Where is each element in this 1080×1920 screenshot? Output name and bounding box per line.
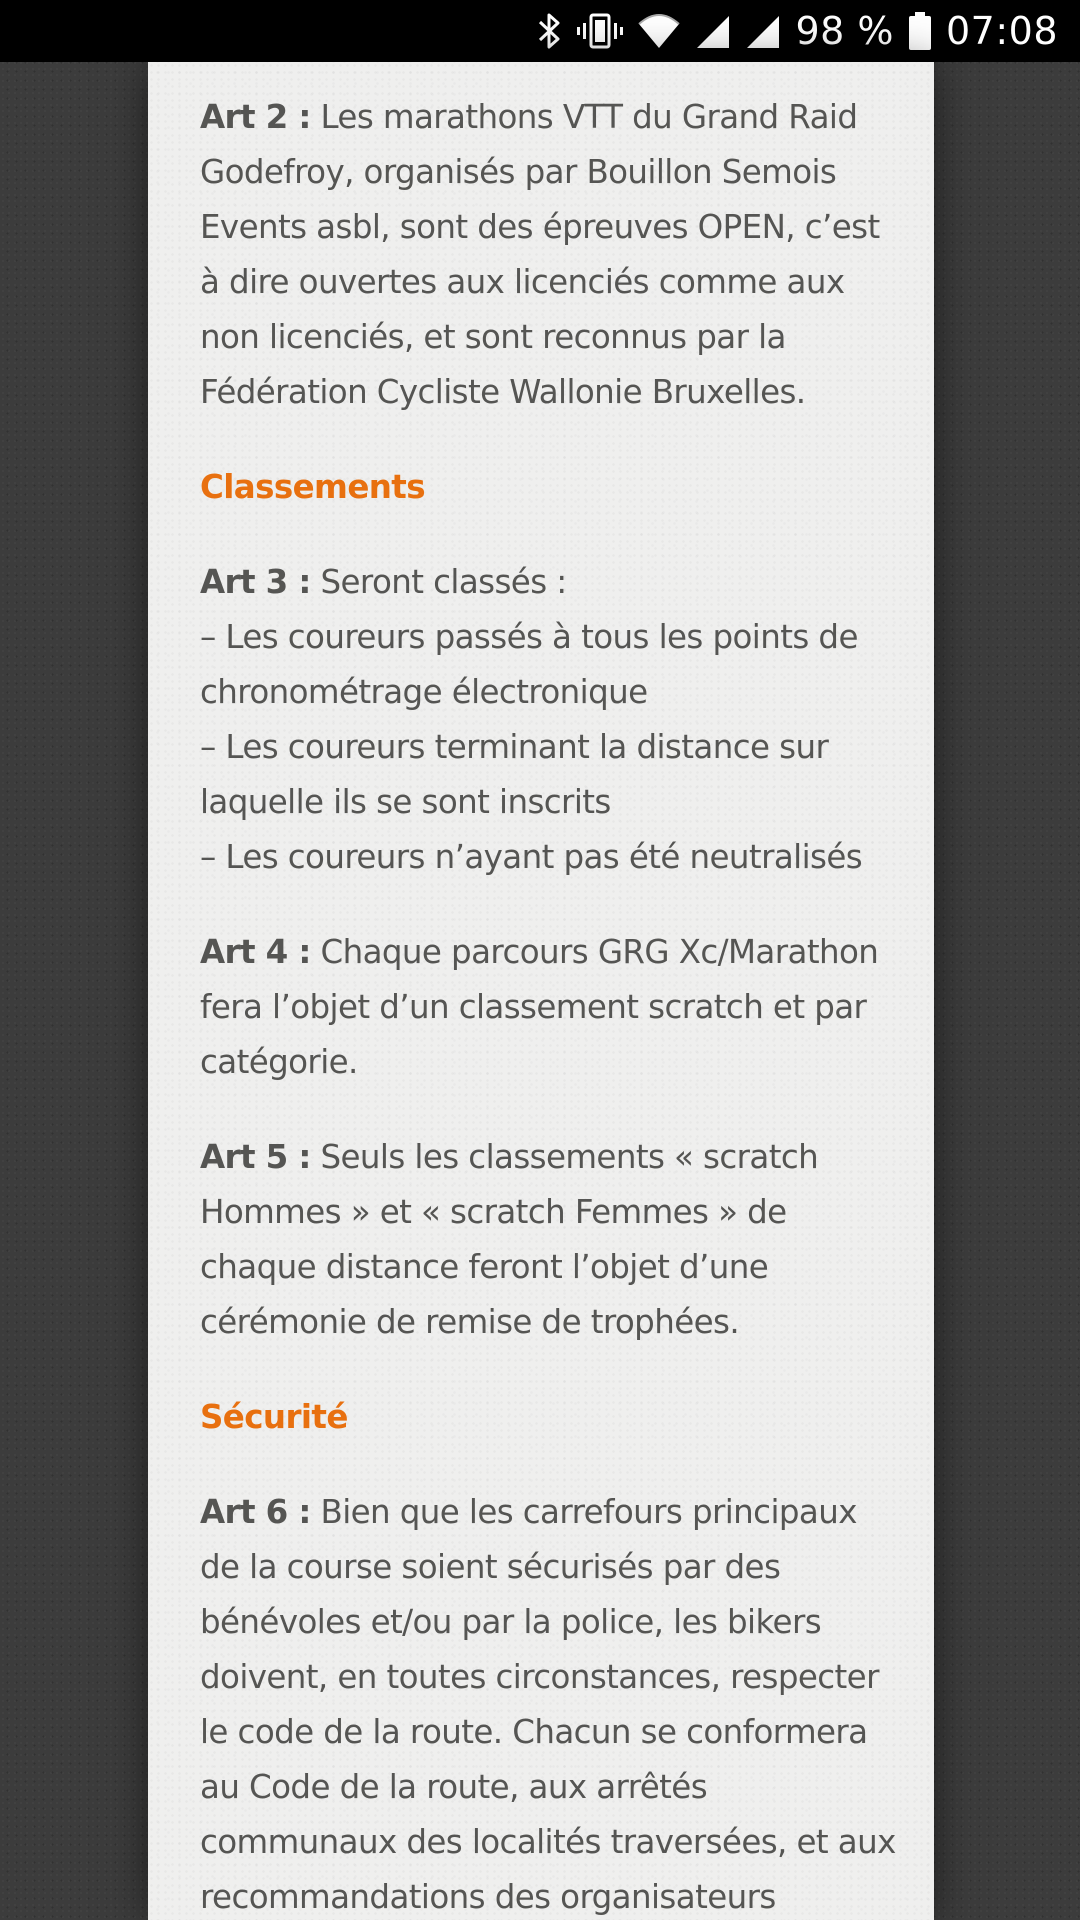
article-text: Seront classés :	[310, 563, 567, 601]
article-text: Seuls les classements « scratch Hommes » et « scratch Femmes » de chaque distance feront l’objet d’une cérémonie de remise de trophées.	[200, 1138, 819, 1341]
section-heading-classements: Classements	[200, 468, 425, 506]
clock: 07:08	[945, 9, 1058, 53]
article-body	[200, 90, 900, 1920]
wifi-icon	[637, 11, 681, 51]
article-art2	[200, 90, 900, 420]
section-heading-securite: Sécurité	[200, 1398, 348, 1436]
article-label: Art 6 :	[200, 1493, 311, 1531]
article-text: Les marathons VTT du Grand Raid Godefroy, organisés par Bouillon Semois Events asbl, sont des épreuves OPEN, c’est à dire ouvertes aux licenciés comme aux non licenciés, et sont reconnus par la Fédération Cycliste Wallonie Bruxelles.	[200, 98, 880, 411]
page-content-card	[148, 62, 934, 1920]
article-label: Art 4 :	[200, 933, 311, 971]
list-item: – Les coureurs terminant la distance sur laquelle ils se sont inscrits	[200, 728, 829, 821]
signal-icon	[745, 11, 781, 51]
bluetooth-icon	[537, 11, 563, 51]
battery-percentage: 98 %	[795, 9, 894, 53]
article-art3	[200, 555, 900, 885]
list-item: – Les coureurs n’ayant pas été neutralisés	[200, 838, 863, 876]
signal-icon	[695, 11, 731, 51]
status-bar	[0, 0, 1080, 62]
article-text: Chaque parcours GRG Xc/Marathon fera l’objet d’un classement scratch et par catégorie.	[200, 933, 879, 1081]
article-label: Art 2 :	[200, 98, 311, 136]
list-item: – Les coureurs passés à tous les points de chronométrage électronique	[200, 618, 858, 711]
vibrate-icon	[577, 11, 623, 51]
article-art5	[200, 1130, 900, 1350]
article-label: Art 5 :	[200, 1138, 311, 1176]
article-label: Art 3 :	[200, 563, 311, 601]
article-text: Bien que les carrefours principaux de la course soient sécurisés par des bénévoles et/ou par la police, les bikers doivent, en toutes circonstances, respecter le code de la route. Chacun se conformera au Code de la route, aux arrêtés communaux des localités traversées, et aux recommandations des organisateurs	[200, 1493, 896, 1916]
article-art4	[200, 925, 900, 1090]
battery-icon	[908, 11, 932, 51]
article-art6	[200, 1485, 900, 1920]
